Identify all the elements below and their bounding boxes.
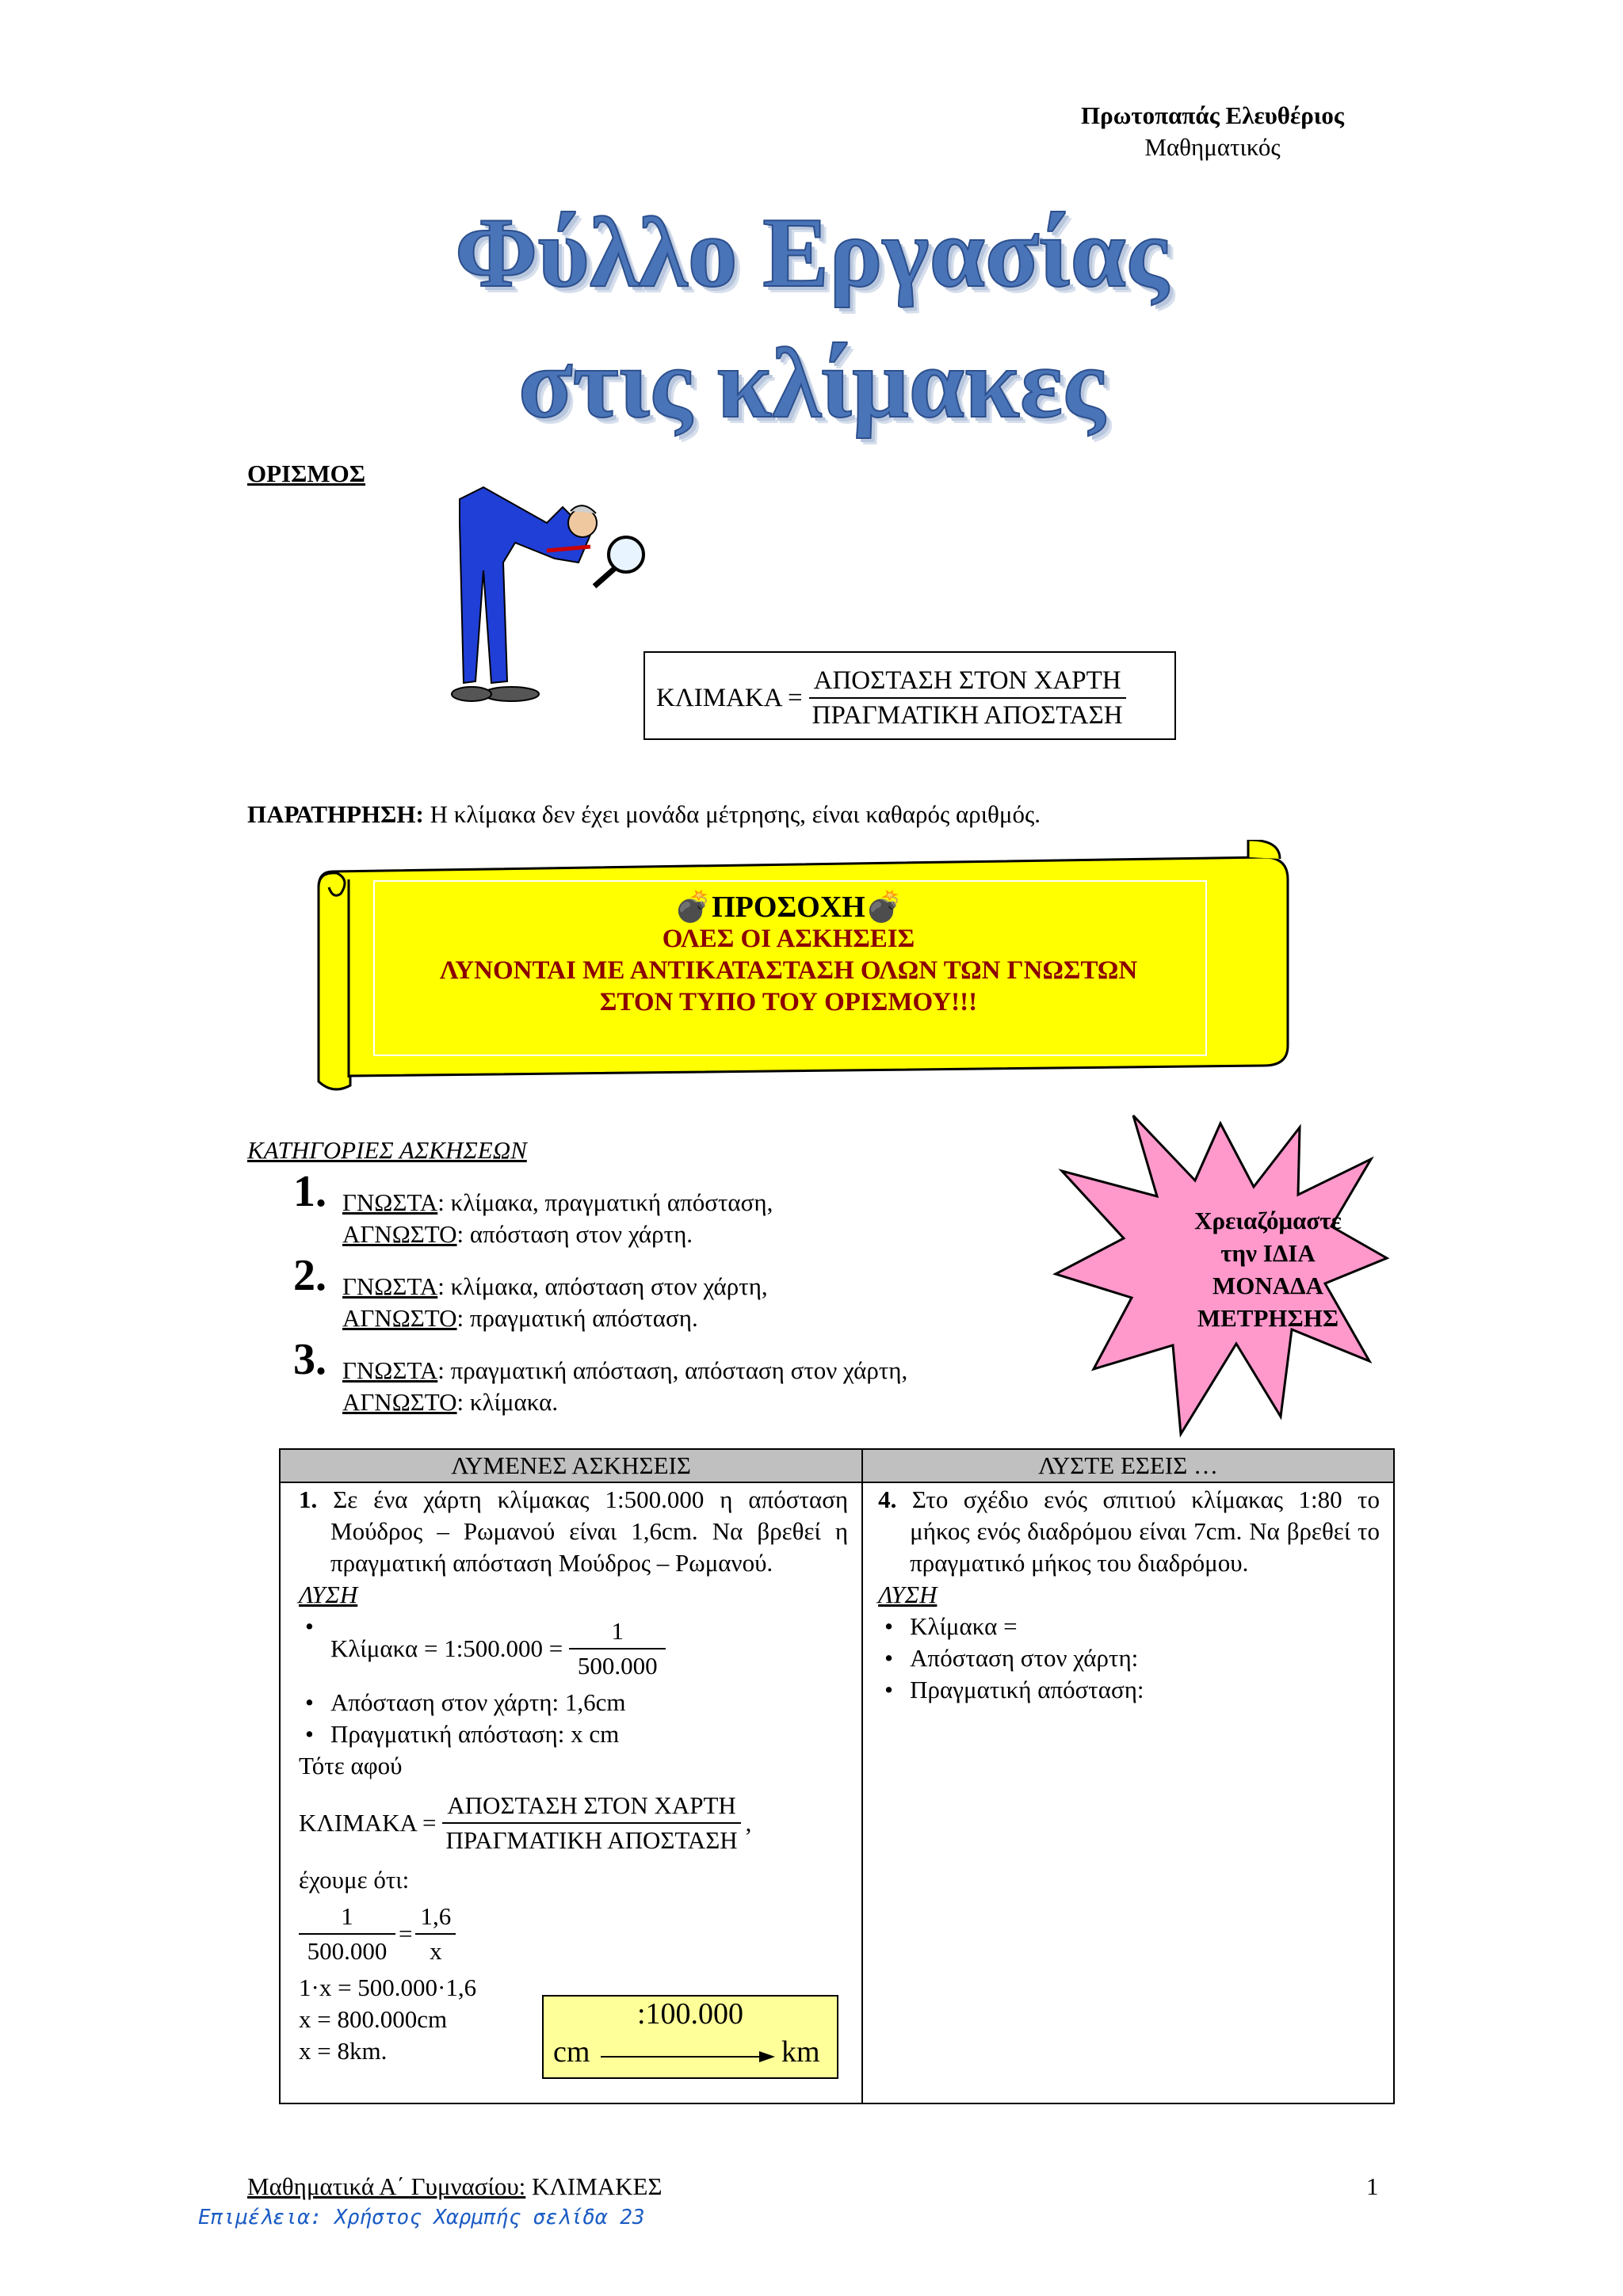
solution-step-2: x = 800.000cm bbox=[299, 2005, 448, 2033]
category-number: 2. bbox=[293, 1251, 327, 1300]
solution-label: ΛΥΣΗ bbox=[299, 1581, 358, 1608]
arrow-right-icon bbox=[601, 2049, 775, 2065]
list-item: • Απόσταση στον χάρτη: 1,6cm bbox=[299, 1687, 848, 1718]
solution-step-3: x = 8km. bbox=[299, 2037, 388, 2065]
definition-label: ΟΡΙΣΜΟΣ bbox=[247, 460, 366, 487]
solution-givens bbox=[299, 1611, 848, 1750]
formula-denominator: ΠΡΑΓΜΑΤΙΚΗ ΑΠΟΣΤΑΣΗ bbox=[812, 701, 1123, 730]
list-item: • Κλίμακα = bbox=[878, 1611, 1380, 1642]
exercises-table bbox=[279, 1448, 1395, 2104]
solved-exercise-text: 1. Σε ένα χάρτη κλίμακας 1:500.000 η απόσταση Μούδρος – Ρωμανού είναι 1,6cm. Να βρεθεί η πραγματική απόσταση Μούδρος – Ρωμανού. bbox=[299, 1486, 849, 1577]
bomb-icon: 💣 bbox=[674, 891, 712, 924]
category-number: 3. bbox=[293, 1335, 327, 1384]
then-text: Τότε αφού bbox=[299, 1752, 403, 1779]
note bbox=[247, 800, 1041, 829]
attention-line-2: ΛΥΝΟΝΤΑΙ ΜΕ ΑΝΤΙΚΑΤΑΣΤΑΣΗ ΟΛΩΝ ΤΩΝ ΓΝΩΣΤΩΝ bbox=[439, 956, 1138, 985]
practice-exercise-cell bbox=[862, 1482, 1394, 2103]
solved-exercise-cell bbox=[280, 1482, 862, 2103]
solution-formula: ΚΛΙΜΑΚΑ = $\frac{\text{ΑΠΟΣΤΑΣΗ ΣΤΟΝ ΧΑΡΤΗ}}{\text{ΠΡΑΓΜΑΤΙΚΗ ΑΠΟΣΤΑΣΗ}}$ , bbox=[299, 1782, 848, 1864]
worksheet-title-line2: στις κλίμακες bbox=[518, 329, 1105, 439]
man-with-magnifier-illustration bbox=[428, 475, 666, 713]
conversion-divisor: :100.000 bbox=[636, 1997, 744, 2031]
category-item-3: 3. ΓΝΩΣΤΑ: πραγματική απόσταση, απόσταση στον χάρτη, ΑΓΝΩΣΤΟ: κλίμακα. bbox=[293, 1335, 908, 1416]
attention-line-1: ΟΛΕΣ ΟΙ ΑΣΚΗΣΕΙΣ bbox=[662, 925, 915, 953]
page-number: 1 bbox=[1366, 2172, 1379, 2200]
list-item: • Απόσταση στον χάρτη: bbox=[878, 1642, 1380, 1674]
formula-lhs: ΚΛΙΜΑΚΑ = bbox=[656, 683, 803, 712]
starburst-text: Χρειαζόμαστε την ΙΔΙΑ ΜΟΝΑΔΑ ΜΕΤΡΗΣΗΣ bbox=[1194, 1207, 1342, 1332]
note-label: ΠΑΡΑΤΗΡΗΣΗ: bbox=[247, 800, 424, 828]
formula-numerator: ΑΠΟΣΤΑΣΗ ΣΤΟΝ ΧΑΡΤΗ bbox=[809, 664, 1126, 699]
category-number: 1. bbox=[293, 1167, 327, 1216]
author-role: Μαθηματικός bbox=[1144, 133, 1281, 161]
conversion-from-unit: cm bbox=[553, 2035, 590, 2069]
footer-credit: Επιμέλεια: Χρήστος Χαρμπής σελίδα 23 bbox=[198, 2206, 645, 2229]
scale-fraction: $\frac{1}{500.000}$ bbox=[569, 1615, 666, 1683]
practice-givens bbox=[878, 1611, 1380, 1706]
proportion-equation: $\frac{1}{500.000}$ = $\frac{1,6}{x}$ bbox=[299, 1896, 848, 1972]
we-have-text: έχουμε ότι: bbox=[299, 1866, 410, 1894]
conversion-to-unit: km bbox=[781, 2035, 820, 2069]
solution-label: ΛΥΣΗ bbox=[878, 1581, 938, 1608]
category-item-2: 2. ΓΝΩΣΤΑ: κλίμακα, απόσταση στον χάρτη, ΑΓΝΩΣΤΟ: πραγματική απόσταση. bbox=[293, 1251, 768, 1332]
column-header-solved: ΛΥΜΕΝΕΣ ΑΣΚΗΣΕΙΣ bbox=[280, 1449, 862, 1482]
unit-conversion-box bbox=[542, 1995, 838, 2079]
scale-definition-formula-box bbox=[643, 651, 1176, 740]
category-item-1: 1. ΓΝΩΣΤΑ: κλίμακα, πραγματική απόσταση, ΑΓΝΩΣΤΟ: απόσταση στον χάρτη. bbox=[293, 1167, 773, 1248]
note-text: Η κλίμακα δεν έχει μονάδα μέτρησης, είναι καθαρός αριθμός. bbox=[423, 800, 1041, 828]
attention-text bbox=[333, 891, 1244, 1018]
list-item: • Πραγματική απόσταση: x cm bbox=[299, 1718, 848, 1750]
solution-step-1: 1·x = 500.000·1,6 bbox=[299, 1974, 477, 2001]
list-item: • Κλίμακα = 1:500.000 = $\frac{1}{500.000}$ bbox=[299, 1611, 848, 1687]
author-block bbox=[1062, 100, 1363, 163]
bomb-icon: 💣 bbox=[865, 891, 903, 924]
practice-exercise-text: 4. Στο σχέδιο ενός σπιτιού κλίμακας 1:80 το μήκος ενός διαδρόμου είναι 7cm. Να βρεθεί το πραγματικό μήκος του διαδρόμου. bbox=[878, 1486, 1380, 1577]
attention-heading: 💣ΠΡΟΣΟΧΗ💣 bbox=[674, 891, 903, 924]
worksheet-title-line1: Φύλλο Εργασίας bbox=[455, 198, 1168, 308]
categories-label: ΚΑΤΗΓΟΡΙΕΣ ΑΣΚΗΣΕΩΝ bbox=[247, 1136, 527, 1164]
column-header-practice: ΛΥΣΤΕ ΕΣΕΙΣ … bbox=[862, 1449, 1394, 1482]
attention-line-3: ΣΤΟΝ ΤΥΠΟ ΤΟΥ ΟΡΙΣΜΟΥ!!! bbox=[599, 988, 978, 1016]
formula-fraction bbox=[808, 664, 1128, 732]
footer-course: Μαθηματικά Α΄ Γυμνασίου: ΚΛΙΜΑΚΕΣ bbox=[247, 2172, 663, 2200]
author-name: Πρωτοπαπάς Ελευθέριος bbox=[1081, 101, 1344, 129]
list-item: • Πραγματική απόσταση: bbox=[878, 1674, 1380, 1706]
